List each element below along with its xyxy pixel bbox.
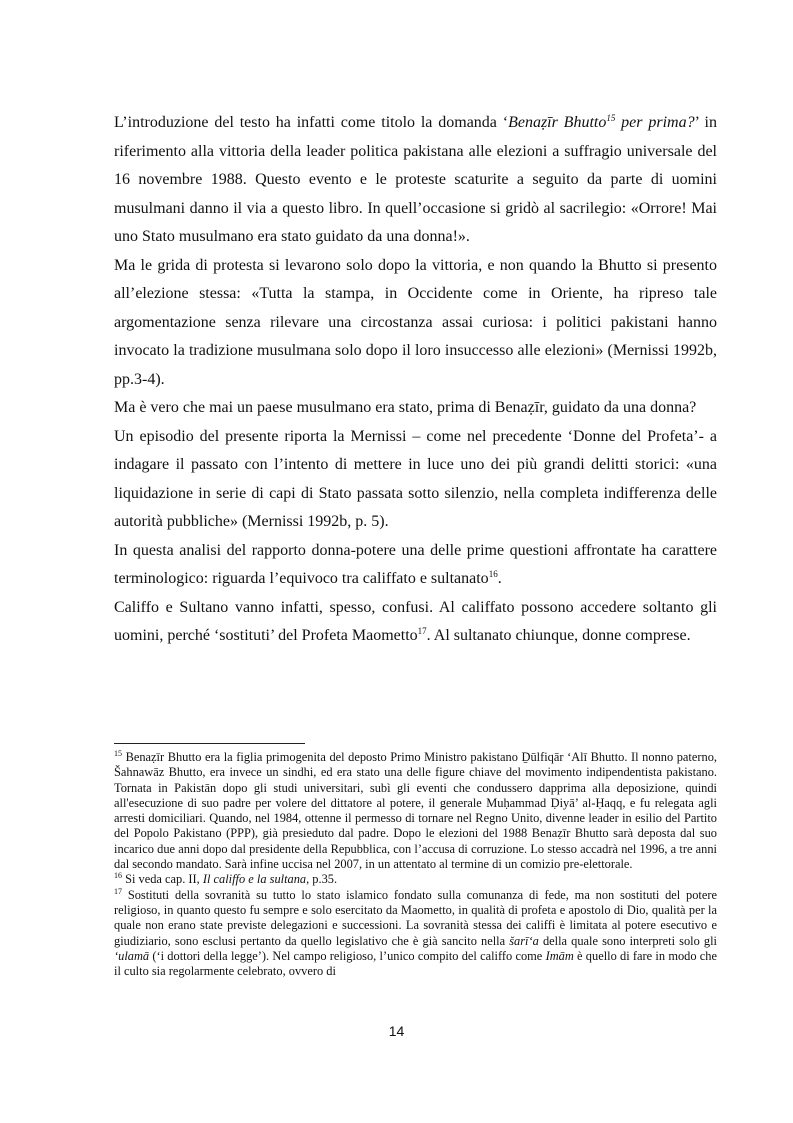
paragraph-5: In questa analisi del rapporto donna-potere una delle prime questioni affrontate ha carattere terminologico: riguarda l’equivoco tra califfato e sultanato$^{16}$. <box>114 541 717 587</box>
footnote-ref-15[interactable]: 15 <box>606 113 616 123</box>
term-ulama: ‘ulamā <box>114 948 150 963</box>
footnotes <box>114 750 717 979</box>
footnote-number: 16 <box>114 871 122 881</box>
paragraph-4: Un episodio del presente riporta la Mernissi – come nel precedente ‘Donne del Profeta’- a indagare il passato con l’intento di mettere in luce uno dei più grandi delitti storici: «una liquidazione in serie di capi di Stato passata sotto silenzio, nella completa indifferenza delle autorità pubbliche» (Mernissi 1992b, p. 5). <box>114 427 717 530</box>
footnote-number: 17 <box>114 886 122 896</box>
paragraph-6: Califfo e Sultano vanno infatti, spesso, confusi. Al califfato possono accedere soltanto gli uomini, perché ‘sostituti’ del Profeta Maometto$^{17}$. Al sultanato chiunque, donne comprese. <box>114 598 717 644</box>
footnote-16: $^{16}$ Si veda cap. II, Il califfo e la sultana, p.35. <box>114 871 338 887</box>
term-imam: Imām <box>545 948 574 963</box>
page-number: 14 <box>388 1023 405 1039</box>
paragraph-1: L’introduzione del testo ha infatti come titolo la domanda ‘Benaẓīr Bhutto$^{15}$ per prima?’ in riferimento alla vittoria della leader politica pakistana alle elezioni a suffragio universale del 16 novembre 1988. Questo evento e le proteste scaturite a seguito da parte di uomini musulmani danno il via a questo libro. In quell’occasione si gridò al sacrilegio: «Orrore! Mai uno Stato musulmano era stato guidato da una donna!». <box>114 113 718 245</box>
footnote-separator <box>114 743 305 744</box>
footnote-number: 15 <box>114 749 122 758</box>
term-sharia: šarī‘a <box>509 933 539 948</box>
main-text <box>114 109 717 651</box>
book-title: Benaẓīr Bhutto$^{15}$ per prima? <box>508 113 695 131</box>
footnote-ref-16[interactable]: 16 <box>488 569 498 579</box>
cited-title: Il califfo e la sultana, <box>202 872 310 887</box>
paragraph-3: Ma è vero che mai un paese musulmano era stato, prima di Benaẓīr, guidato da una donna? <box>114 399 697 416</box>
footnote-15: $^{15}$ Benaẓīr Bhutto era la figlia primogenita del deposto Primo Ministro pakistano Ḏūlfiqār ‘Alī Bhutto. Il nonno paterno, Šahnawāz Bhutto, era invece un sindhi, ed era stato una delle figure chiave del movimento indipendentista pakistano. Tornata in Pakistān dopo gli studi universitari, subì gli eventi che condussero dapprima alla deposizione, quindi all'esecuzione di suo padre per volere del dittatore al potere, il generale Muḥammad Ḍiyā’ al-Ḥaqq, e fu relegata agli arresti domiciliari. Quando, nel 1984, ottenne il permesso di tornare nel Regno Unito, divenne leader in esilio del Partito del Popolo Pakistano (PPP), già presieduto dal padre. Dopo le elezioni del 1988 Benaẓīr Bhutto sarà deposta dal suo incarico due anni dopo dal presidente della Repubblica, con l’accusa di corruzione. Lo stesso accadrà nel 1996, a tre anni dal secondo mandato. Sarà infine uccisa nel 2007, in un attentato al termine di un comizio pre-elettorale. <box>114 749 717 872</box>
footnote-ref-17[interactable]: 17 <box>417 626 427 636</box>
footnote-17: $^{17}$ Sostituti della sovranità su tutto lo stato islamico fondato sulla comunanza di fede, ma non sostituti del potere religioso, in quanto questo fu sempre e solo esercitato da Maometto, in qualità di profeta e apostolo di Dio, qualità per la quale non erano state previste delegazioni e successioni. La sovranità stessa dei califfi è limitata al potere esecutivo e giudiziario, sono esclusi pertanto da quello legislativo che è già sancito nella šarī‘a della quale sono interpreti solo gli ‘ulamā (‘i dottori della legge’). Nel campo religioso, l’unico compito del califfo come Imām è quello di fare in modo che il culto sia regolarmente celebrato, ovvero di <box>114 886 718 979</box>
paragraph-2: Ma le grida di protesta si levarono solo dopo la vittoria, e non quando la Bhutto si presento all’elezione stessa: «Tutta la stampa, in Occidente come in Oriente, ha ripreso tale argomentazione senza rilevare una circostanza assai curiosa: i politici pakistani hanno invocato la tradizione musulmana solo dopo il loro insuccesso alle elezioni» (Mernissi 1992b, pp.3-4). <box>114 256 717 388</box>
